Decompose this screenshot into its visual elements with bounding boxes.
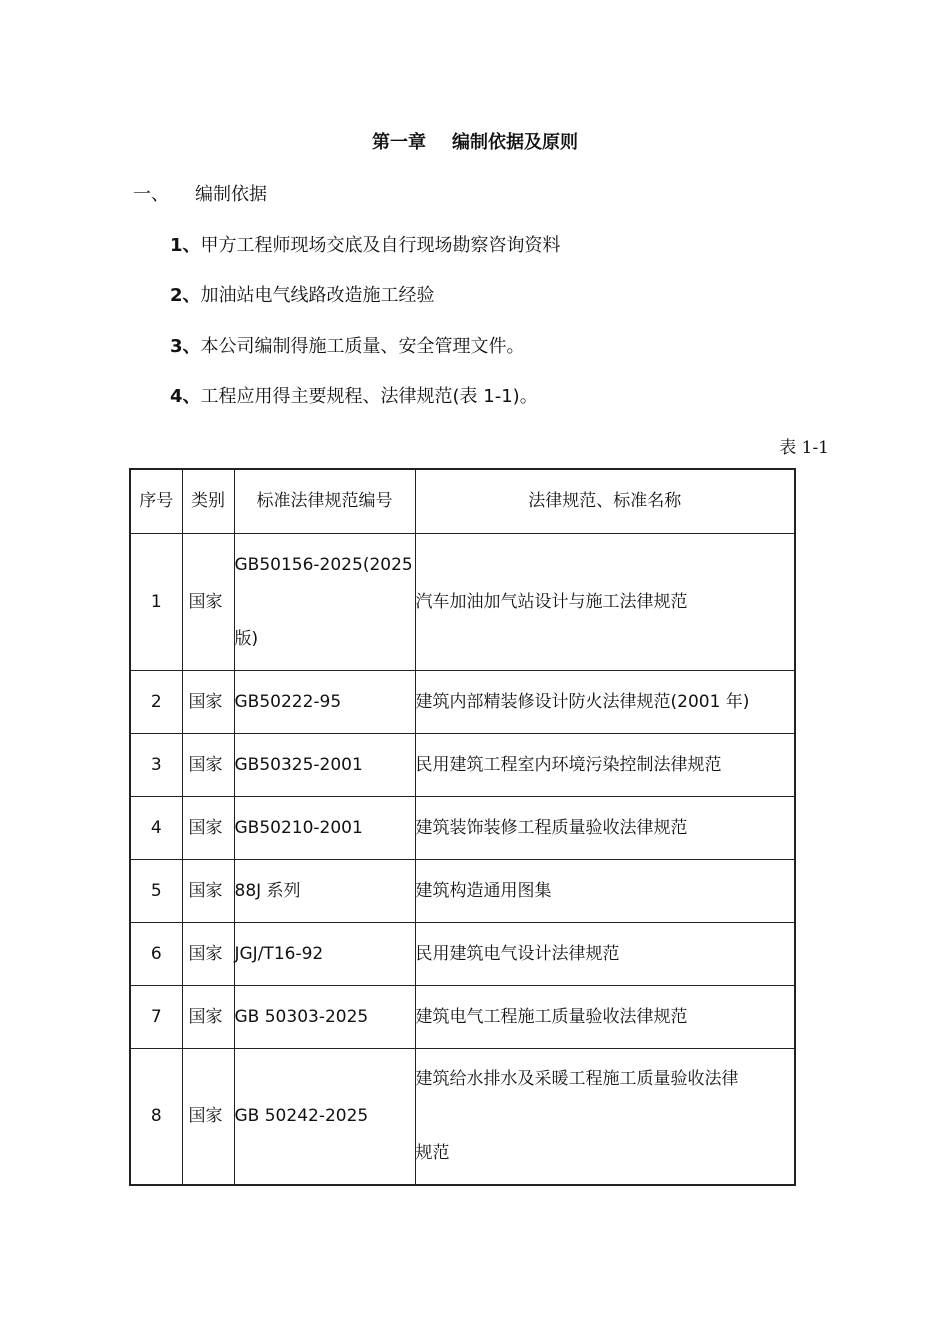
cell-type: 国家 [182, 985, 234, 1048]
cell-name-line: 建筑给水排水及采暖工程施工质量验收法律 [415, 1069, 739, 1090]
cell-name: 建筑装饰装修工程质量验收法律规范 [415, 796, 795, 859]
cell-type: 国家 [182, 859, 234, 922]
cell-name: 汽车加油加气站设计与施工法律规范 [415, 533, 795, 670]
cell-type: 国家 [182, 670, 234, 733]
table-row [130, 670, 795, 733]
cell-code-line: 版) [234, 628, 259, 649]
cell-seq: 7 [130, 985, 182, 1048]
table-row [130, 533, 795, 670]
cell-name-line: 规范 [415, 1143, 450, 1164]
header-seq: 序号 [130, 469, 182, 533]
cell-seq: 5 [130, 859, 182, 922]
basis-item: 3、本公司编制得施工质量、安全管理文件。 [170, 336, 525, 357]
cell-seq: 6 [130, 922, 182, 985]
cell-name: 建筑电气工程施工质量验收法律规范 [415, 985, 795, 1048]
cell-seq: 2 [130, 670, 182, 733]
cell-seq: 3 [130, 733, 182, 796]
cell-code: 88J 系列 [234, 859, 415, 922]
basis-item: 4、工程应用得主要规程、法律规范(表 1-1)。 [170, 386, 538, 407]
cell-name: 建筑内部精装修设计防火法律规范(2001 年) [415, 670, 795, 733]
table-caption: 表 1-1 [779, 438, 829, 458]
cell-code: JGJ/T16-92 [234, 922, 415, 985]
table-row [130, 733, 795, 796]
cell-code: GB 50303-2025 [234, 985, 415, 1048]
cell-code: GB50325-2001 [234, 733, 415, 796]
header-code: 标准法律规范编号 [234, 469, 415, 533]
basis-item: 1、甲方工程师现场交底及自行现场勘察咨询资料 [170, 235, 561, 256]
cell-seq: 8 [130, 1048, 182, 1185]
header-type: 类别 [182, 469, 234, 533]
cell-name: 民用建筑电气设计法律规范 [415, 922, 795, 985]
cell-name: 建筑构造通用图集 [415, 859, 795, 922]
cell-name: 民用建筑工程室内环境污染控制法律规范 [415, 733, 795, 796]
cell-code-line: GB50156-2025(2025 [234, 554, 413, 575]
chapter-number: 第一章 [372, 132, 426, 153]
cell-code: GB50210-2001 [234, 796, 415, 859]
cell-type: 国家 [182, 922, 234, 985]
cell-code: GB 50242-2025 [234, 1048, 415, 1185]
table-row [130, 985, 795, 1048]
basis-item: 2、加油站电气线路改造施工经验 [170, 285, 435, 306]
basis-item-text: 本公司编制得施工质量、安全管理文件。 [200, 336, 525, 357]
header-name: 法律规范、标准名称 [415, 469, 795, 533]
basis-item-text: 甲方工程师现场交底及自行现场勘察咨询资料 [200, 235, 561, 256]
cell-code [234, 533, 415, 670]
basis-item-number: 1 [170, 235, 183, 256]
section-title: 编制依据 [195, 184, 267, 205]
basis-item-number: 2 [170, 285, 183, 306]
table-header-row [130, 469, 795, 533]
cell-type: 国家 [182, 1048, 234, 1185]
section-heading [133, 180, 267, 206]
basis-item-text: 加油站电气线路改造施工经验 [200, 285, 435, 306]
standards-table [129, 468, 796, 1186]
cell-name [415, 1048, 795, 1185]
table-row [130, 1048, 795, 1185]
basis-item-number: 3 [170, 336, 183, 357]
table-row [130, 796, 795, 859]
basis-item-number: 4 [170, 386, 183, 407]
basis-item-text: 工程应用得主要规程、法律规范(表 1-1)。 [200, 386, 538, 407]
cell-seq: 1 [130, 533, 182, 670]
cell-code: GB50222-95 [234, 670, 415, 733]
table-row [130, 859, 795, 922]
chapter-title [0, 128, 950, 154]
cell-type: 国家 [182, 796, 234, 859]
chapter-name: 编制依据及原则 [452, 132, 578, 153]
table-row [130, 922, 795, 985]
section-marker: 一、 [133, 184, 169, 205]
cell-seq: 4 [130, 796, 182, 859]
cell-type: 国家 [182, 533, 234, 670]
cell-type: 国家 [182, 733, 234, 796]
